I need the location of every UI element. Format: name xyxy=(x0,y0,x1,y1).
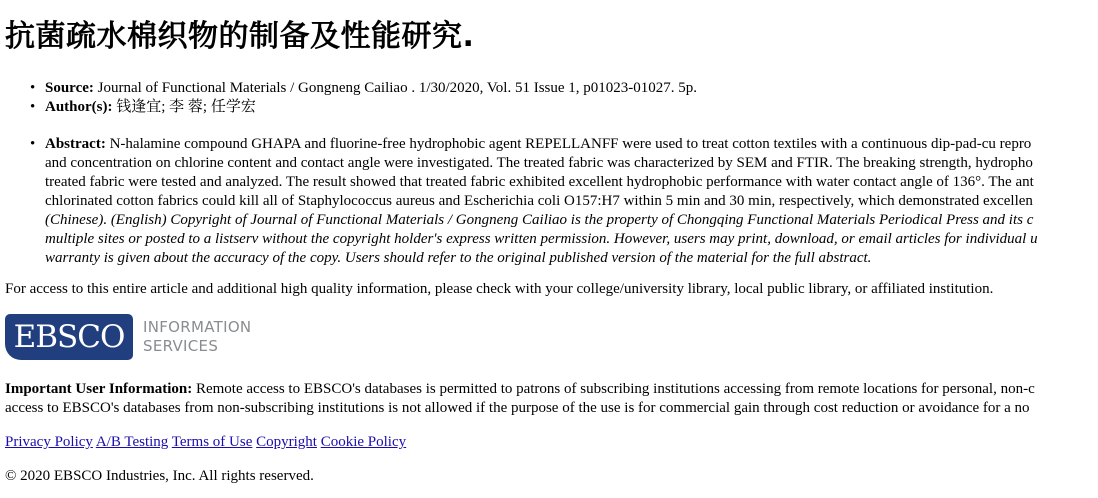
abstract-line-4: chlorinated cotton fabrics could kill all of Staphylococcus aureus and Escherichia coli O157:H7 within 5 min and 30 min, respectively, which demonstrated excellen xyxy=(45,193,1033,209)
article-meta-list xyxy=(5,79,697,117)
abstract-line-7: warranty is given about the accuracy of the copy. Users should refer to the original published version of the material for the full abstract. xyxy=(45,250,872,266)
authors-label: Author(s): xyxy=(45,99,113,115)
abstract-item xyxy=(5,135,1098,268)
ab-testing-link[interactable]: A/B Testing xyxy=(95,434,169,450)
article-title: 抗菌疏水棉织物的制备及性能研究. xyxy=(5,19,475,54)
abstract-list xyxy=(5,135,1098,268)
access-notice: For access to this entire article and additional high quality information, please check with your college/university library, local public library, or affiliated institution. xyxy=(5,281,994,297)
ebsco-logo-tagline xyxy=(143,318,251,356)
terms-of-use-link[interactable]: Terms of Use xyxy=(171,434,253,450)
cookie-policy-link[interactable]: Cookie Policy xyxy=(320,434,407,450)
privacy-policy-link[interactable]: Privacy Policy xyxy=(5,434,93,450)
abstract-line-2: and concentration on chlorine content and contact angle were investigated. The treated fabric was characterized by SEM and FTIR. The breaking strength, hydropho xyxy=(45,155,1033,171)
important-line-1 xyxy=(5,380,1035,399)
abstract-label: Abstract: xyxy=(45,136,106,152)
ebsco-logo[interactable] xyxy=(5,314,265,360)
copyright-notice: © 2020 EBSCO Industries, Inc. All rights reserved. xyxy=(5,468,314,484)
important-line-2: access to EBSCO's databases from non-subscribing institutions is not allowed if the purpose of the use is for commercial gain through cost reduction or avoidance for a no xyxy=(5,400,1030,416)
logo-tagline-line-1: INFORMATION xyxy=(143,318,252,336)
source-value: Journal of Functional Materials / Gongneng Cailiao . 1/30/2020, Vol. 51 Issue 1, p01023-01027. 5p. xyxy=(97,80,698,96)
abstract-line-6: multiple sites or posted to a listserv without the copyright holder's express written permission. However, users may print, download, or email articles for individual u xyxy=(45,231,1038,247)
important-text-1: Remote access to EBSCO's databases is permitted to patrons of subscribing institutions accessing from remote locations for personal, non-c xyxy=(195,381,1035,397)
logo-tagline-line-2: SERVICES xyxy=(143,337,219,355)
copyright-link[interactable]: Copyright xyxy=(256,434,317,450)
abstract-text-1: N-halamine compound GHAPA and fluorine-free hydrophobic agent REPELLANFF were used to treat cotton textiles with a continuous dip-pad-cu repro xyxy=(109,136,1032,152)
authors-item xyxy=(5,98,697,117)
abstract-line-5: (Chinese). (English) Copyright of Journal of Functional Materials / Gongneng Cailiao is the property of Chongqing Functional Materials Periodical Press and its c xyxy=(45,212,1034,228)
important-label: Important User Information: xyxy=(5,381,193,397)
footer-links xyxy=(5,433,406,452)
ebsco-logo-mark: EBSCO xyxy=(5,314,133,360)
important-user-information xyxy=(5,380,1035,418)
authors-value: 钱逢宜; 李 蓉; 任学宏 xyxy=(116,99,256,115)
abstract-line-3: treated fabric were tested and analyzed. The result showed that treated fabric exhibited excellent hydrophobic performance with water contact angle of 136°. The ant xyxy=(45,174,1034,190)
abstract-line-1 xyxy=(45,135,1098,154)
source-item xyxy=(5,79,697,98)
source-label: Source: xyxy=(45,80,94,96)
